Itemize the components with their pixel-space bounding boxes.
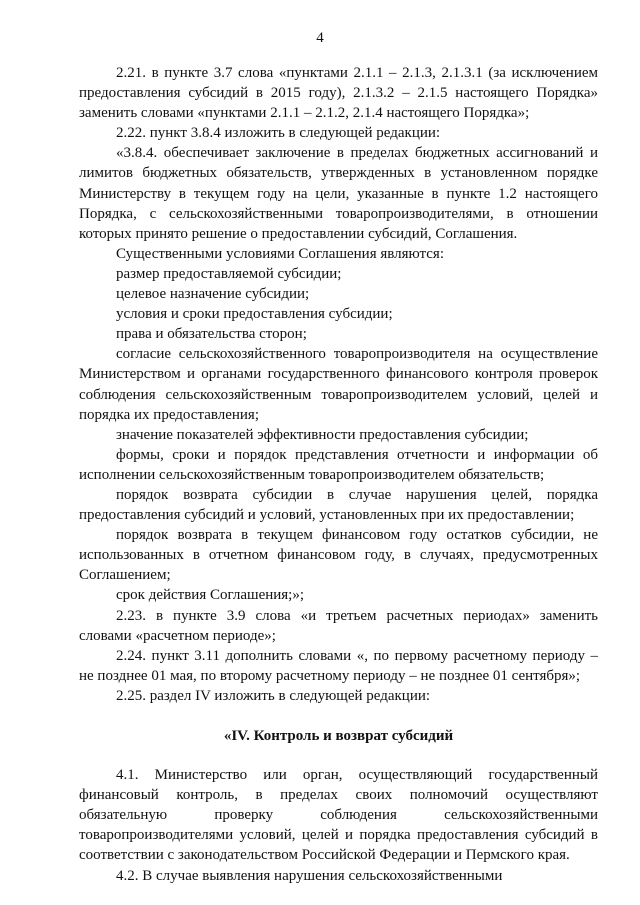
document-body [79, 63, 598, 886]
list-item: размер предоставляемой субсидии; [116, 265, 342, 282]
paragraph-3-8-4: «3.8.4. обеспечивает заключение в пределах бюджетных ассигнований и лимитов бюджетных обязательств, утвержденных в установленном порядке Министерству в текущем году на цели, указанные в пункте 1.2 настоящего Порядка, с сельскохозяйственными товаропроизводителями, в отношении которых принято решение о предоставлении субсидий, Соглашения. [79, 145, 598, 242]
paragraph-2-25: 2.25. раздел IV изложить в следующей редакции: [116, 687, 431, 704]
page-number: 4 [316, 30, 324, 46]
paragraph-2-24: 2.24. пункт 3.11 дополнить словами «, по первому расчетному периоду – не позднее 01 мая, по второму расчетному периоду – не позднее 01 сентября»; [79, 647, 598, 684]
list-item: права и обязательства сторон; [116, 326, 307, 343]
list-item: согласие сельскохозяйственного товаропроизводителя на осуществление Министерством и органами государственного финансового контроля проверок соблюдения сельскохозяйственным товаропроизводителем условий, целей и порядка их предоставления; [79, 346, 598, 423]
section-heading: «IV. Контроль и возврат субсидий [223, 728, 454, 744]
list-item: порядок возврата в текущем финансовом году остатков субсидии, не использованных в отчетном финансовом году, в случаях, предусмотренных Соглашением; [79, 527, 598, 584]
paragraph-essential-conditions: Существенными условиями Соглашения являются: [116, 245, 444, 262]
list-item: целевое назначение субсидии; [116, 286, 310, 303]
paragraph-2-22: 2.22. пункт 3.8.4 изложить в следующей редакции: [116, 125, 441, 142]
paragraph-2-21: 2.21. в пункте 3.7 слова «пунктами 2.1.1 – 2.1.3, 2.1.3.1 (за исключением предоставления субсидий в 2015 году), 2.1.3.2 – 2.1.5 настоящего Порядка» заменить словами «пунктами 2.1.1 – 2.1.2, 2.1.4 настоящего Порядка»; [79, 65, 598, 122]
list-item: значение показателей эффективности предоставления субсидии; [116, 426, 529, 443]
list-item: порядок возврата субсидии в случае нарушения целей, порядка предоставления субсидий и условий, установленных при их предоставлении; [79, 486, 598, 524]
paragraph-2-23: 2.23. в пункте 3.9 слова «и третьем расчетных периодах» заменить словами «расчетном периоде»; [79, 607, 598, 644]
list-item: срок действия Соглашения;»; [116, 587, 305, 604]
list-item: формы, сроки и порядок представления отчетности и информации об исполнении сельскохозяйственным товаропроизводителем обязательств; [79, 446, 598, 483]
list-item: условия и сроки предоставления субсидии; [116, 306, 393, 323]
paragraph-4-1: 4.1. Министерство или орган, осуществляющий государственный финансовый контроль, в пределах своих полномочий осуществляют обязательную проверку соблюдения сельскохозяйственными товаропроизводителями условий, целей и порядка предоставления субсидий в соответствии с законодательством Российской Федерации и Пермского края. [79, 767, 598, 864]
paragraph-4-2: 4.2. В случае выявления нарушения сельскохозяйственными [116, 867, 503, 884]
